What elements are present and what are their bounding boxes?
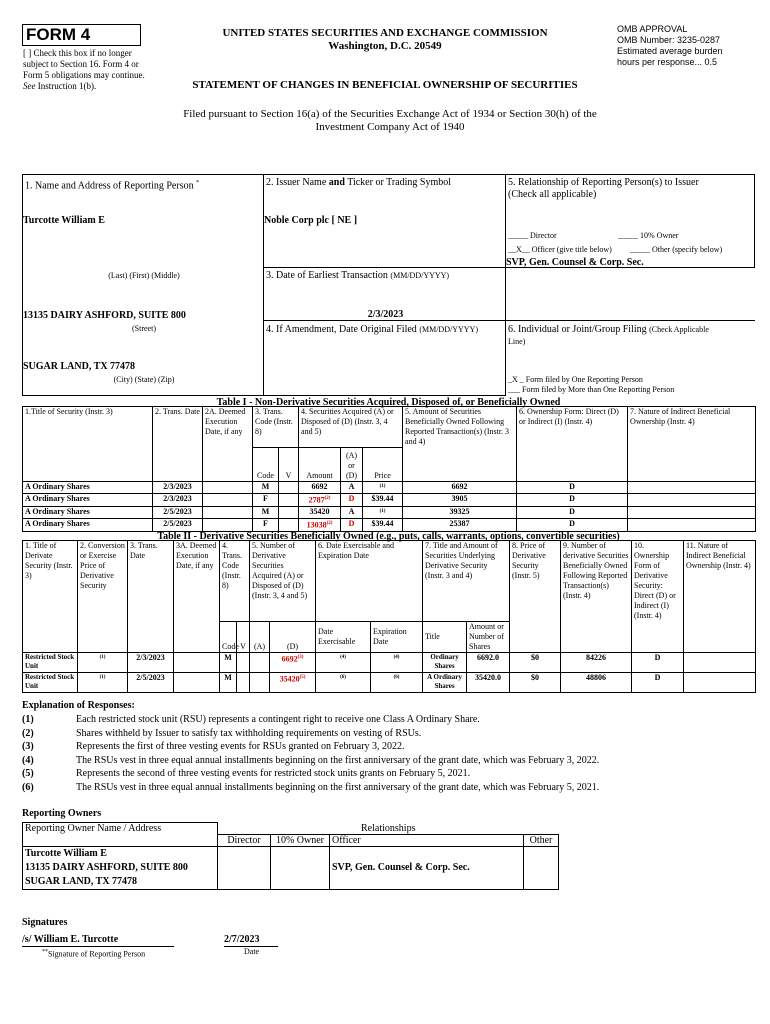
explanation-number: (3) bbox=[22, 741, 34, 752]
reporting-street: 13135 DAIRY ASHFORD, SUITE 800 bbox=[23, 310, 186, 321]
t1-cell-code: M bbox=[253, 481, 279, 494]
t2-h-form: 10. Ownership Form of Derivative Security: Direct (D) or Indirect (I) (Instr. 4) bbox=[632, 541, 684, 622]
explanation-text: Represents the second of three vesting events for restricted stock units grants on February 5, 2021. bbox=[76, 768, 471, 779]
box1-reporting-person bbox=[22, 174, 264, 396]
rel-officer: __X__ Officer (give title below) bbox=[508, 245, 612, 254]
t1-sub-code: Code bbox=[253, 447, 279, 481]
t1-cell-amount: 13038$^{(2)}$ bbox=[299, 519, 341, 532]
box6-label: 6. Individual or Joint/Group Filing (Check Applicable Line) bbox=[508, 324, 709, 346]
t2-cell-ul-amount: 6692.0 bbox=[467, 652, 510, 672]
t2-cell-ul-title: A Ordinary Shares bbox=[423, 672, 467, 692]
reporting-city: SUGAR LAND, TX 77478 bbox=[23, 361, 136, 372]
t1-cell-amount: 6692 bbox=[299, 481, 341, 494]
explanation-text: Each restricted stock unit (RSU) represents a contingent right to receive one Class A Ordinary Share. bbox=[76, 714, 480, 725]
t2-h-nature: 11. Nature of Indirect Beneficial Ownership (Instr. 4) bbox=[684, 541, 756, 622]
t2-cell-ul-title: Ordinary Shares bbox=[423, 652, 467, 672]
omb-line-4: hours per response... 0.5 bbox=[617, 57, 718, 67]
signatures-heading: Signatures bbox=[22, 917, 68, 928]
t2-sub-title: Title bbox=[423, 621, 467, 652]
t2-cell-owned: 84226 bbox=[561, 652, 632, 672]
t2-sub-v: V bbox=[237, 621, 250, 652]
t1-cell-aord: A bbox=[341, 481, 363, 494]
t2-cell-nature bbox=[684, 672, 756, 692]
owners-col-name: Reporting Owner Name / Address bbox=[23, 823, 218, 835]
city-label: (City) (State) (Zip) bbox=[113, 375, 175, 384]
owners-col-relationships: Relationships bbox=[218, 823, 559, 835]
t2-sub-exercisable: Date Exercisable bbox=[316, 621, 371, 652]
t1-cell-form: D bbox=[517, 481, 628, 494]
t2-cell-expiration: (6) bbox=[371, 672, 423, 692]
t2-cell-exercisable: (4) bbox=[316, 652, 371, 672]
explanation-number: (6) bbox=[22, 781, 34, 793]
explanation-text: Shares withheld by Issuer to satisfy tax withholding requirements on vesting of RSUs. bbox=[76, 727, 422, 739]
box3-label: 3. Date of Earliest Transaction (MM/DD/YYYY) bbox=[266, 270, 450, 281]
t1-cell-form: D bbox=[517, 494, 628, 507]
t1-cell-deemed bbox=[203, 506, 253, 519]
t1-cell-date: 2/5/2023 bbox=[153, 519, 203, 532]
box5-label: 5. Relationship of Reporting Person(s) to Issuer (Check all applicable) bbox=[508, 177, 699, 200]
t1-cell-nature bbox=[628, 494, 756, 507]
table1-row bbox=[23, 506, 756, 519]
t1-cell-price: $39.44 bbox=[363, 519, 403, 532]
t1-cell-v bbox=[279, 481, 299, 494]
t1-cell-price: (1) bbox=[363, 481, 403, 494]
filed-line-1: Filed pursuant to Section 16(a) of the Securities Exchange Act of 1934 or Section 30(h) of the bbox=[183, 108, 597, 120]
explanation-section bbox=[22, 699, 762, 794]
explanation-heading: Explanation of Responses: bbox=[22, 700, 135, 711]
explanation-item bbox=[22, 727, 762, 741]
t1-cell-date: 2/3/2023 bbox=[153, 481, 203, 494]
t1-cell-deemed bbox=[203, 481, 253, 494]
filing-one-person: _X _ Form filed by One Reporting Person bbox=[508, 375, 643, 384]
t2-h-underlying: 7. Title and Amount of Securities Underlying Derivative Security (Instr. 3 and 4) bbox=[423, 541, 510, 622]
t2-cell-title: Restricted Stock Unit bbox=[23, 672, 78, 692]
rel-10pct-owner: _____ 10% Owner bbox=[618, 231, 679, 240]
t2-cell-date: 2/3/2023 bbox=[128, 652, 174, 672]
owners-col-10pct: 10% Owner bbox=[271, 834, 330, 846]
filed-line-2: Investment Company Act of 1940 bbox=[315, 121, 465, 133]
t1-cell-aord: D bbox=[341, 494, 363, 507]
t2-cell-deemed bbox=[174, 652, 220, 672]
box4-label: 4. If Amendment, Date Original Filed (MM/DD/YYYY) bbox=[266, 324, 478, 335]
t1-h-code: 3. Trans. Code (Instr. 8) bbox=[253, 407, 299, 448]
t2-cell-price: $0 bbox=[510, 672, 561, 692]
box6-filing bbox=[505, 320, 755, 396]
explanation-item bbox=[22, 754, 762, 768]
t1-h-acquired: 4. Securities Acquired (A) or Disposed of (D) (Instr. 3, 4 and 5) bbox=[299, 407, 403, 448]
t2-cell-conversion: (1) bbox=[78, 652, 128, 672]
agency-block bbox=[180, 27, 590, 53]
t1-cell-code: F bbox=[253, 494, 279, 507]
t1-cell-owned: 25387 bbox=[403, 519, 517, 532]
table1-nonderivative bbox=[22, 406, 756, 532]
t2-h-title: 1. Title of Derivate Security (Instr. 3) bbox=[23, 541, 78, 622]
t2-h-deemed: 3A. Deemed Execution Date, if any bbox=[174, 541, 220, 622]
checkbox-note bbox=[23, 48, 153, 92]
omb-line-3: Estimated average burden bbox=[617, 46, 723, 56]
explanation-text: The RSUs vest in three equal annual installments beginning on the first anniversary of the grant date, which was February 5, 2021. bbox=[76, 781, 600, 793]
rel-other: _____ Other (specify below) bbox=[630, 245, 723, 254]
owners-col-director: Director bbox=[218, 834, 271, 846]
t2-sub-d: (D) bbox=[270, 621, 316, 652]
form-title: FORM 4 bbox=[22, 24, 141, 46]
table1-row bbox=[23, 481, 756, 494]
t1-cell-v bbox=[279, 494, 299, 507]
t1-cell-deemed bbox=[203, 519, 253, 532]
checkbox-note-see: See bbox=[23, 81, 36, 91]
t1-cell-title: A Ordinary Shares bbox=[23, 494, 153, 507]
rel-director: _____ Director bbox=[508, 231, 557, 240]
explanation-text: Represents the first of three vesting events for RSUs granted on February 3, 2022. bbox=[76, 741, 405, 752]
table2-row bbox=[23, 672, 756, 692]
table2-row bbox=[23, 652, 756, 672]
t2-h-number: 5. Number of Derivative Securities Acquired (A) or Disposed of (D) (Instr. 3, 4 and 5) bbox=[250, 541, 316, 622]
t1-sub-price: Price bbox=[363, 447, 403, 481]
t2-cell-deemed bbox=[174, 672, 220, 692]
t1-cell-owned: 39325 bbox=[403, 506, 517, 519]
t2-cell-d: 6692$^{(3)}$ bbox=[270, 652, 316, 672]
t1-h-amount: 5. Amount of Securities Beneficially Owned Following Reported Transaction(s) (Instr. 3 and 4) bbox=[403, 407, 517, 448]
t1-cell-price: (1) bbox=[363, 506, 403, 519]
t1-cell-title: A Ordinary Shares bbox=[23, 481, 153, 494]
omb-line-2: OMB Number: 3235-0287 bbox=[617, 35, 721, 45]
name-parts-label: (Last) (First) (Middle) bbox=[108, 271, 180, 280]
t1-cell-nature bbox=[628, 481, 756, 494]
t1-cell-code: M bbox=[253, 506, 279, 519]
t2-cell-owned: 48806 bbox=[561, 672, 632, 692]
t2-cell-a bbox=[250, 652, 270, 672]
t2-h-price: 8. Price of Derivative Security (Instr. 5) bbox=[510, 541, 561, 622]
statement-title: STATEMENT OF CHANGES IN BENEFICIAL OWNERSHIP OF SECURITIES bbox=[192, 79, 578, 91]
t2-cell-conversion: (1) bbox=[78, 672, 128, 692]
explanation-number: (4) bbox=[22, 754, 34, 766]
omb-line-1: OMB APPROVAL bbox=[617, 24, 688, 34]
table1-row bbox=[23, 494, 756, 507]
t2-h-conversion: 2. Conversion or Exercise Price of Derivative Security bbox=[78, 541, 128, 622]
explanation-item bbox=[22, 713, 762, 727]
owner-address: Turcotte William E 13135 DAIRY ASHFORD, SUITE 800 SUGAR LAND, TX 77478 bbox=[23, 846, 218, 889]
t2-cell-d: 35420$^{(5)}$ bbox=[270, 672, 316, 692]
date-label: Date bbox=[244, 947, 260, 956]
t2-cell-v bbox=[237, 652, 250, 672]
t2-sub-a: (A) bbox=[250, 621, 270, 652]
t1-cell-v bbox=[279, 506, 299, 519]
t1-h-form: 6. Ownership Form: Direct (D) or Indirect (I) (Instr. 4) bbox=[517, 407, 628, 448]
reporting-owners-table bbox=[22, 822, 559, 890]
t2-cell-date: 2/5/2023 bbox=[128, 672, 174, 692]
box2-label: 2. Issuer Name and Ticker or Trading Symbol bbox=[266, 177, 452, 188]
table1-title: Table I - Non-Derivative Securities Acquired, Disposed of, or Beneficially Owned bbox=[216, 397, 561, 408]
t2-sub-expiration: Expiration Date bbox=[371, 621, 423, 652]
explanation-item bbox=[22, 767, 762, 781]
t1-cell-nature bbox=[628, 519, 756, 532]
t2-cell-a bbox=[250, 672, 270, 692]
explanation-number: (2) bbox=[22, 727, 34, 739]
t1-cell-price: $39.44 bbox=[363, 494, 403, 507]
earliest-date: 2/3/2023 bbox=[367, 309, 404, 320]
t1-cell-amount: 2787$^{(2)}$ bbox=[299, 494, 341, 507]
t2-cell-code: M bbox=[220, 652, 237, 672]
t2-h-owned: 9. Number of derivative Securities Beneficially Owned Following Reported Transaction(s) (Instr. 4) bbox=[561, 541, 632, 622]
t1-h-date: 2. Trans. Date bbox=[153, 407, 203, 448]
omb-approval bbox=[617, 24, 757, 68]
t2-h-exercisable: 6. Date Exercisable and Expiration Date bbox=[316, 541, 423, 622]
t1-cell-form: D bbox=[517, 506, 628, 519]
t2-h-code: 4. Trans. Code (Instr. 8) bbox=[220, 541, 250, 622]
explanation-item bbox=[22, 740, 762, 754]
t1-cell-owned: 3905 bbox=[403, 494, 517, 507]
signature-date: 2/7/2023 bbox=[224, 933, 278, 947]
t2-sub-code: Code bbox=[220, 621, 237, 652]
t2-cell-form: D bbox=[632, 652, 684, 672]
t1-cell-deemed bbox=[203, 494, 253, 507]
t2-cell-expiration: (4) bbox=[371, 652, 423, 672]
t1-cell-date: 2/5/2023 bbox=[153, 506, 203, 519]
t2-cell-form: D bbox=[632, 672, 684, 692]
officer-title: SVP, Gen. Counsel & Corp. Sec. bbox=[506, 257, 644, 268]
checkbox-note-text: [ ] Check this box if no longer subject to Section 16. Form 4 or Form 5 obligations may continue. bbox=[23, 48, 145, 80]
owners-col-officer: Officer bbox=[330, 834, 524, 846]
t2-cell-exercisable: (6) bbox=[316, 672, 371, 692]
t2-cell-nature bbox=[684, 652, 756, 672]
t1-cell-aord: D bbox=[341, 519, 363, 532]
t1-h-title: 1.Title of Security (Instr. 3) bbox=[23, 407, 153, 448]
t1-sub-v: V bbox=[279, 447, 299, 481]
t1-cell-code: F bbox=[253, 519, 279, 532]
t2-cell-title: Restricted Stock Unit bbox=[23, 652, 78, 672]
t1-cell-amount: 35420 bbox=[299, 506, 341, 519]
reporting-name: Turcotte William E bbox=[23, 215, 105, 226]
box1-label: 1. Name and Address of Reporting Person * bbox=[25, 180, 200, 192]
t1-cell-title: A Ordinary Shares bbox=[23, 506, 153, 519]
t1-cell-v bbox=[279, 519, 299, 532]
explanation-number: (5) bbox=[22, 768, 34, 779]
box3-earliest-date bbox=[263, 267, 506, 321]
t2-h-date: 3. Trans. Date bbox=[128, 541, 174, 622]
explanation-text: The RSUs vest in three equal annual installments beginning on the first anniversary of the grant date, which was February 3, 2022. bbox=[76, 754, 600, 766]
filing-multiple-persons: ___ Form filed by More than One Reporting Person bbox=[508, 385, 675, 394]
t1-h-deemed: 2A. Deemed Execution Date, if any bbox=[203, 407, 253, 448]
owner-officer-title: SVP, Gen. Counsel & Corp. Sec. bbox=[330, 846, 524, 889]
t1-cell-form: D bbox=[517, 519, 628, 532]
table2-title: Table II - Derivative Securities Beneficially Owned (e.g., puts, calls, warrants, options, convertible securities) bbox=[157, 531, 620, 542]
t1-cell-owned: 6692 bbox=[403, 481, 517, 494]
t1-cell-date: 2/3/2023 bbox=[153, 494, 203, 507]
issuer-name: Noble Corp plc [ NE ] bbox=[264, 215, 358, 226]
reporting-owners-heading: Reporting Owners bbox=[22, 808, 102, 819]
table2-derivative bbox=[22, 540, 756, 693]
box4-amendment bbox=[263, 320, 506, 396]
t2-cell-code: M bbox=[220, 672, 237, 692]
owners-col-other: Other bbox=[524, 834, 559, 846]
t2-cell-ul-amount: 35420.0 bbox=[467, 672, 510, 692]
box5-relationship bbox=[505, 174, 755, 268]
table1-row bbox=[23, 519, 756, 532]
explanation-item bbox=[22, 781, 762, 795]
filed-pursuant bbox=[140, 108, 640, 134]
t1-cell-aord: A bbox=[341, 506, 363, 519]
signature-value: /s/ William E. Turcotte bbox=[22, 933, 174, 947]
t1-cell-title: A Ordinary Shares bbox=[23, 519, 153, 532]
checkbox-note-instr: Instruction 1(b). bbox=[37, 81, 97, 91]
agency-name: UNITED STATES SECURITIES AND EXCHANGE COMMISSION bbox=[222, 27, 548, 39]
explanation-number: (1) bbox=[22, 714, 34, 725]
t2-cell-price: $0 bbox=[510, 652, 561, 672]
box2-issuer bbox=[263, 174, 506, 268]
t1-h-nature: 7. Nature of Indirect Beneficial Ownership (Instr. 4) bbox=[628, 407, 756, 448]
t2-cell-v bbox=[237, 672, 250, 692]
t2-sub-amount: Amount or Number of Shares bbox=[467, 621, 510, 652]
t1-cell-nature bbox=[628, 506, 756, 519]
agency-location: Washington, D.C. 20549 bbox=[328, 40, 442, 52]
street-label: (Street) bbox=[132, 324, 156, 333]
t1-sub-amount: Amount bbox=[299, 447, 341, 481]
t1-sub-aord: (A) or (D) bbox=[341, 447, 363, 481]
signature-label: **Signature of Reporting Person bbox=[42, 949, 146, 959]
